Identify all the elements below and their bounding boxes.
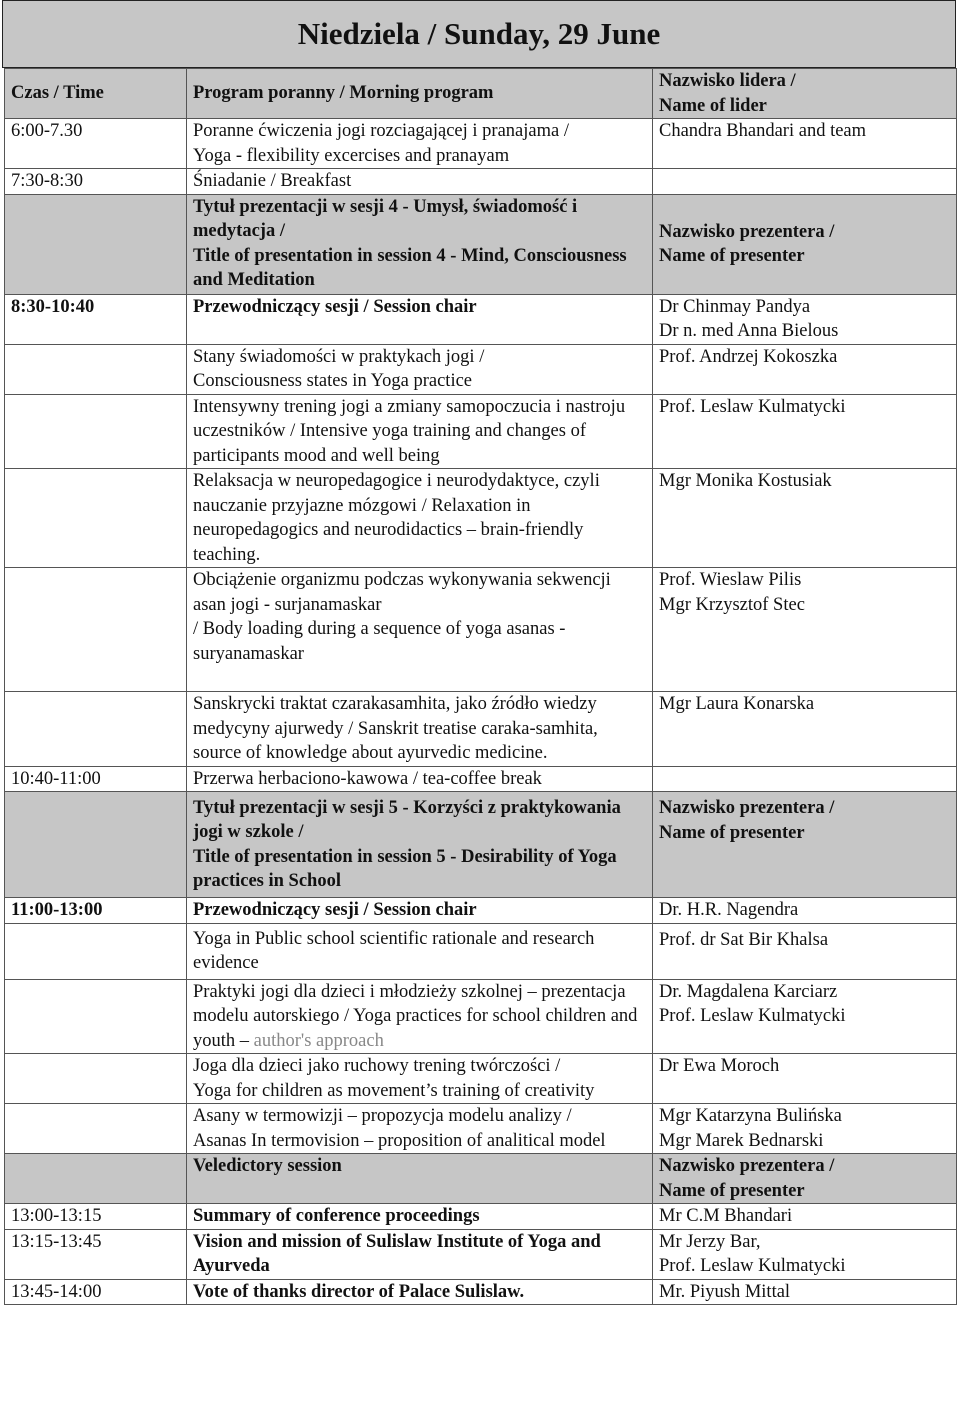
row-time: 6:00-7.30	[5, 119, 187, 169]
talk-title: Intensywny trening jogi a zmiany samopoczucia i nastroju uczestników / Intensive yoga training and changes of participants mood and well being	[187, 394, 653, 469]
table-row	[5, 1104, 957, 1154]
table-row	[5, 692, 957, 767]
valedictory-presenter-header: Nazwisko prezentera / Name of presenter	[653, 1154, 957, 1204]
session-4-title: Tytuł prezentacji w sesji 4 - Umysł, świadomość i medytacja / Title of presentation in session 4 - Mind, Consciousness and Meditation	[187, 194, 653, 294]
row-presenter: Mr Jerzy Bar, Prof. Leslaw Kulmatycki	[653, 1229, 957, 1279]
session-4-header-row	[5, 194, 957, 294]
break-label: Przerwa herbaciono-kawowa / tea-coffee break	[187, 766, 653, 792]
table-row	[5, 169, 957, 195]
talk-title: Yoga in Public school scientific rationale and research evidence	[187, 923, 653, 979]
session-5-time: 11:00-13:00	[5, 898, 187, 924]
table-row	[5, 1279, 957, 1305]
table-row	[5, 1054, 957, 1104]
row-time-empty	[5, 344, 187, 394]
talk-title-gray: author's approach	[253, 1030, 384, 1051]
session-5-title: Tytuł prezentacji w sesji 5 - Korzyści z praktykowania jogi w szkole / Title of presentation in session 5 - Desirability of Yoga practices in School	[187, 792, 653, 898]
session-5-header-empty	[5, 792, 187, 898]
session-5-chair: Dr. H.R. Nagendra	[653, 898, 957, 924]
valedictory-header-row	[5, 1154, 957, 1204]
valedictory-title: Veledictory session	[187, 1154, 653, 1204]
session-4-presenter-header: Nazwisko prezentera / Name of presenter	[653, 194, 957, 294]
talk-presenter: Dr Ewa Moroch	[653, 1054, 957, 1104]
talk-title: Asany w termowizji – propozycja modelu analizy / Asanas In termovision – proposition of analitical model	[187, 1104, 653, 1154]
talk-title-main: Praktyki jogi dla dzieci i młodzieży szkolnej – prezentacja modelu autorskiego / Yoga practices for school children and youth –	[193, 981, 638, 1051]
talk-title: Stany świadomości w praktykach jogi / Consciousness states in Yoga practice	[187, 344, 653, 394]
valedictory-header-empty	[5, 1154, 187, 1204]
talk-title: Obciążenie organizmu podczas wykonywania sekwencji asan jogi - surjanamaskar / Body loading during a sequence of yoga asanas - suryanamaskar	[187, 568, 653, 692]
session-4-header-empty	[5, 194, 187, 294]
row-presenter: Mr C.M Bhandari	[653, 1204, 957, 1230]
table-row	[5, 568, 957, 692]
talk-presenter: Mgr Monika Kostusiak	[653, 469, 957, 568]
row-time-empty	[5, 394, 187, 469]
row-leader: Chandra Bhandari and team	[653, 119, 957, 169]
header-row	[5, 69, 957, 119]
row-title: Vision and mission of Sulislaw Institute of Yoga and Ayurveda	[187, 1229, 653, 1279]
talk-presenter: Prof. dr Sat Bir Khalsa	[653, 923, 957, 979]
talk-presenter: Mgr Katarzyna Bulińska Mgr Marek Bednarski	[653, 1104, 957, 1154]
schedule-table	[4, 68, 957, 1305]
session-4-time: 8:30-10:40	[5, 294, 187, 344]
page-title: Niedziela / Sunday, 29 June	[2, 0, 956, 68]
table-row	[5, 469, 957, 568]
talk-presenter: Prof. Leslaw Kulmatycki	[653, 394, 957, 469]
row-time-empty	[5, 692, 187, 767]
table-row	[5, 1204, 957, 1230]
row-time-empty	[5, 469, 187, 568]
row-program: Poranne ćwiczenia jogi rozciagającej i pranajama / Yoga - flexibility excercises and pranayam	[187, 119, 653, 169]
table-row	[5, 119, 957, 169]
talk-presenter: Prof. Wieslaw Pilis Mgr Krzysztof Stec	[653, 568, 957, 692]
row-presenter: Mr. Piyush Mittal	[653, 1279, 957, 1305]
talk-presenter: Dr. Magdalena Karciarz Prof. Leslaw Kulmatycki	[653, 979, 957, 1054]
talk-title: Sanskrycki traktat czarakasamhita, jako źródło wiedzy medycyny ajurwedy / Sanskrit treatise caraka-samhita, source of knowledge about ayurvedic medicine.	[187, 692, 653, 767]
row-title: Vote of thanks director of Palace Sulislaw.	[187, 1279, 653, 1305]
row-time-empty	[5, 979, 187, 1054]
row-time-empty	[5, 923, 187, 979]
row-time-empty	[5, 1054, 187, 1104]
table-row	[5, 1229, 957, 1279]
talk-title: Joga dla dzieci jako ruchowy trening twórczości / Yoga for children as movement’s training of creativity	[187, 1054, 653, 1104]
session-5-chair-row	[5, 898, 957, 924]
talk-presenter: Prof. Andrzej Kokoszka	[653, 344, 957, 394]
break-time: 10:40-11:00	[5, 766, 187, 792]
talk-title	[187, 979, 653, 1054]
talk-title: Relaksacja w neuropedagogice i neurodydaktyce, czyli nauczanie przyjazne mózgowi / Relaxation in neuropedagogics and neurodidactics – brain-friendly teaching.	[187, 469, 653, 568]
session-5-presenter-header: Nazwisko prezentera / Name of presenter	[653, 792, 957, 898]
break-empty	[653, 766, 957, 792]
session-5-header-row	[5, 792, 957, 898]
header-time: Czas / Time	[5, 69, 187, 119]
row-time: 13:15-13:45	[5, 1229, 187, 1279]
row-title: Summary of conference proceedings	[187, 1204, 653, 1230]
row-time-empty	[5, 568, 187, 692]
talk-presenter: Mgr Laura Konarska	[653, 692, 957, 767]
table-row	[5, 979, 957, 1054]
session-4-chair-row	[5, 294, 957, 344]
row-time-empty	[5, 1104, 187, 1154]
header-program: Program poranny / Morning program	[187, 69, 653, 119]
row-program: Śniadanie / Breakfast	[187, 169, 653, 195]
session-5-chair-label: Przewodniczący sesji / Session chair	[187, 898, 653, 924]
row-time: 13:45-14:00	[5, 1279, 187, 1305]
session-4-chairs: Dr Chinmay Pandya Dr n. med Anna Bielous	[653, 294, 957, 344]
row-leader	[653, 169, 957, 195]
table-row	[5, 394, 957, 469]
break-row	[5, 766, 957, 792]
table-row	[5, 923, 957, 979]
session-4-chair-label: Przewodniczący sesji / Session chair	[187, 294, 653, 344]
table-row	[5, 344, 957, 394]
header-leader: Nazwisko lidera / Name of lider	[653, 69, 957, 119]
row-time: 13:00-13:15	[5, 1204, 187, 1230]
row-time: 7:30-8:30	[5, 169, 187, 195]
